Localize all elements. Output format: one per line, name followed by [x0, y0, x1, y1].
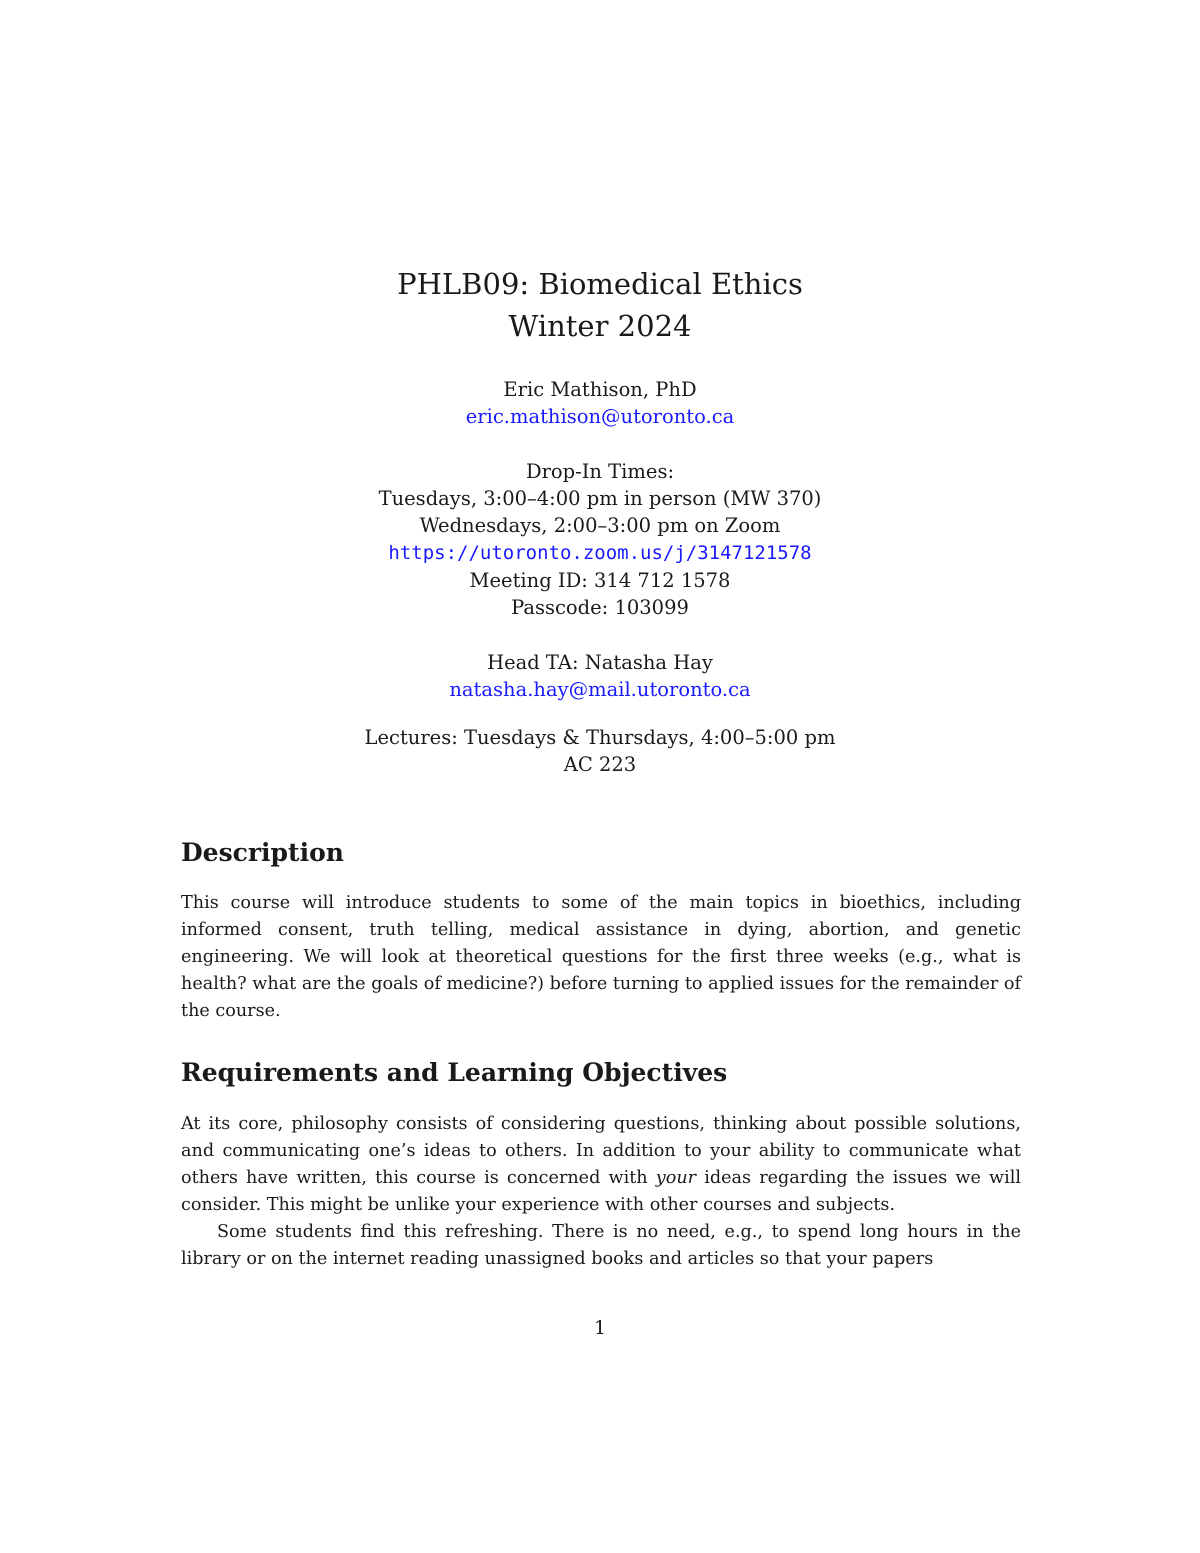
zoom-link[interactable]: https://utoronto.zoom.us/j/3147121578: [388, 542, 812, 564]
drop-in-block: [0, 458, 1200, 621]
passcode: Passcode: 103099: [511, 596, 689, 619]
lectures-block: [0, 724, 1200, 778]
drop-in-tuesday: Tuesdays, 3:00–4:00 pm in person (MW 370): [378, 487, 822, 510]
requirements-heading: Requirements and Learning Objectives: [181, 1058, 728, 1087]
head-ta-block: [0, 649, 1200, 703]
course-title: PHLB09: Biomedical Ethics: [397, 267, 803, 301]
drop-in-heading: Drop-In Times:: [525, 460, 675, 483]
description-body: This course will introduce students to some of the main topics in bioethics, including informed consent, truth telling, medical assistance in dying, abortion, and genetic engineering. We will look at theoretical questions for the first three weeks (e.g., what is health? what are the goals of medicine?) before turning to applied issues for the remainder of the course.: [181, 893, 1021, 1021]
head-ta-email-link[interactable]: natasha.hay@mail.utoronto.ca: [449, 678, 751, 701]
lectures-schedule: Lectures: Tuesdays & Thursdays, 4:00–5:00 pm: [364, 726, 836, 749]
requirements-text-before: At its core, philosophy consists of considering questions, thinking about possible solutions, and communicating one’s ideas to others. In addition to your ability to communicate what others have written, this course is concerned with: [181, 1114, 1021, 1188]
meeting-id: Meeting ID: 314 712 1578: [469, 569, 731, 592]
requirements-paragraph-1: [181, 1111, 1021, 1219]
instructor-name: Eric Mathison, PhD: [503, 378, 697, 401]
requirements-emphasis: your: [655, 1168, 697, 1188]
head-ta-label: Head TA: Natasha Hay: [487, 651, 713, 674]
requirements-paragraph-2: Some students find this refreshing. There is no need, e.g., to spend long hours in the library or on the internet reading unassigned books and articles so that your papers: [181, 1222, 1021, 1269]
requirements-text-after: ideas regarding the issues we will consider. This might be unlike your experience with other courses and subjects.: [181, 1168, 1022, 1215]
term: Winter 2024: [508, 309, 692, 343]
lectures-room: AC 223: [563, 753, 637, 776]
description-heading: Description: [181, 838, 344, 867]
instructor-block: [0, 376, 1200, 430]
page-number: 1: [593, 1317, 607, 1339]
title-block: [0, 263, 1200, 347]
instructor-email-link[interactable]: eric.mathison@utoronto.ca: [465, 405, 735, 428]
drop-in-wednesday: Wednesdays, 2:00–3:00 pm on Zoom: [419, 514, 781, 537]
